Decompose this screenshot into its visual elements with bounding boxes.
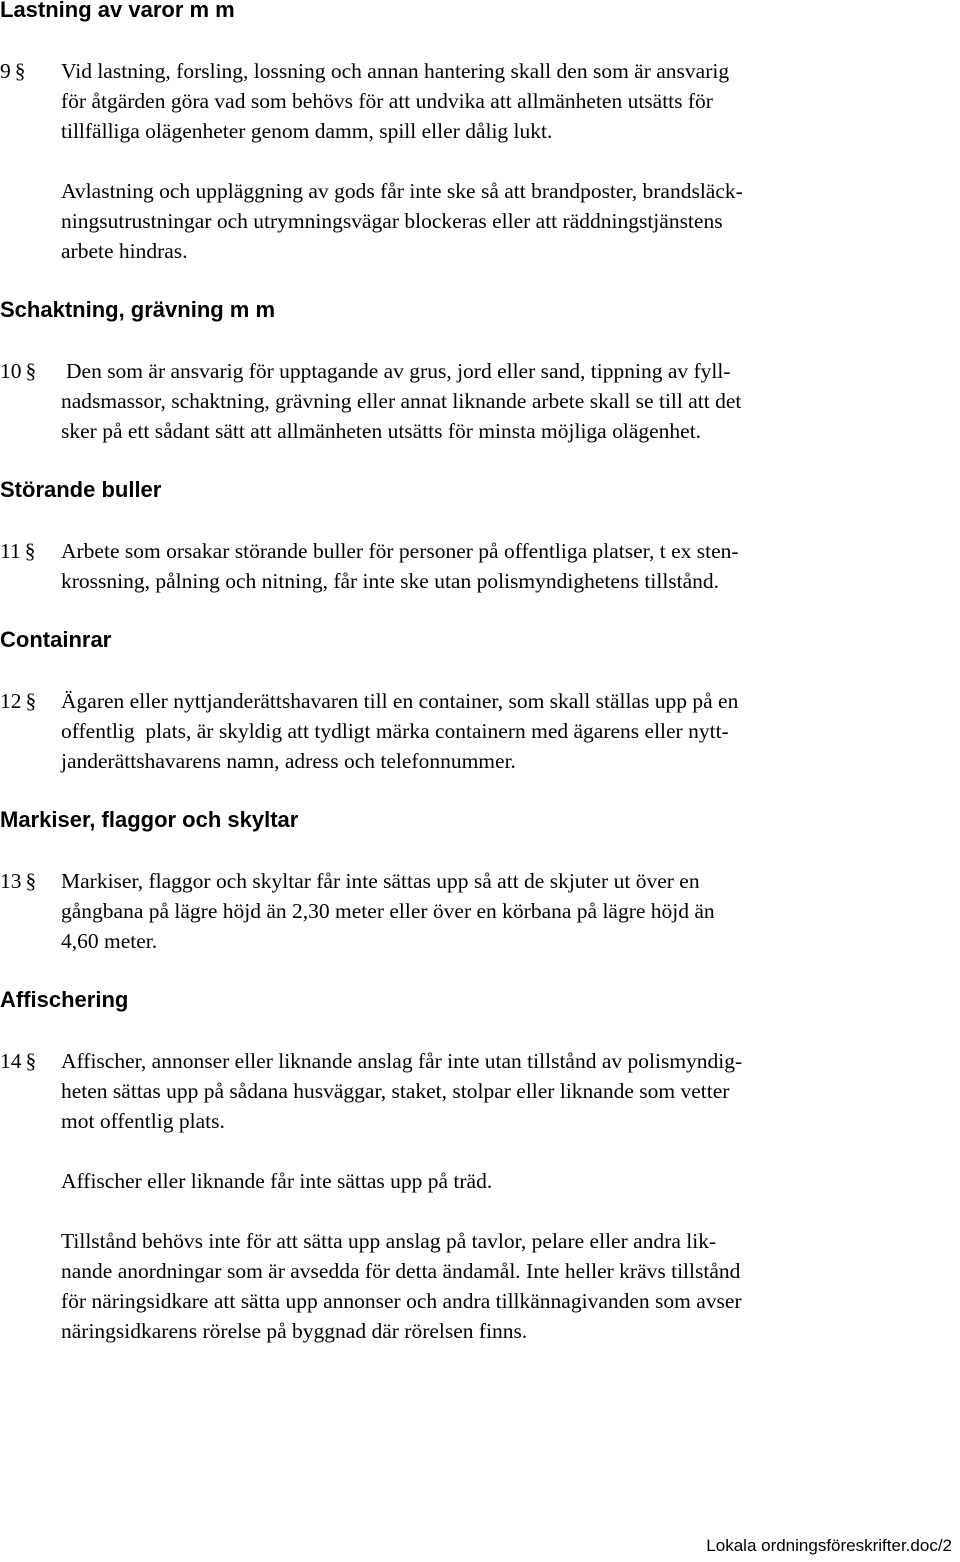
section-symbol: §: [25, 359, 37, 383]
section-paragraph-11: [0, 536, 900, 596]
paragraph-text: Affischer, annonser eller liknande anslag får inte utan tillstånd av polismyndig- heten sättas upp på sådana husväggar, staket, stolpar eller liknande som vetter mot offentlig plats.: [61, 1049, 743, 1133]
section-paragraph-13: [0, 866, 900, 956]
paragraph-text: Affischer eller liknande får inte sättas upp på träd.: [61, 1169, 493, 1193]
section-heading: Störande buller: [0, 477, 162, 502]
section-paragraph-12: [0, 686, 900, 776]
section-symbol: §: [24, 539, 36, 563]
section-symbol: §: [14, 59, 26, 83]
section-paragraph-14: [0, 1046, 900, 1346]
section-heading: Affischering: [0, 987, 129, 1012]
section-heading: Schaktning, grävning m m: [0, 297, 276, 322]
paragraph-text: Den som är ansvarig för upptagande av grus, jord eller sand, tippning av fyll- nadsmassor, schaktning, grävning eller annat liknande arbete skall se till att det sker på ett sådant sätt att allmänheten utsätts för minsta möjliga olägenhet.: [61, 359, 742, 443]
section-heading: Containrar: [0, 627, 112, 652]
section-heading: Lastning av varor m m: [0, 0, 235, 22]
section-paragraph-10: [0, 356, 900, 446]
section-number: 10: [0, 359, 22, 383]
section-number: 14: [0, 1049, 22, 1073]
paragraph-text: Arbete som orsakar störande buller för personer på offentliga platser, t ex sten- krossning, pålning och nitning, får inte ske utan polismyndighetens tillstånd.: [61, 539, 739, 593]
section-symbol: §: [25, 1049, 37, 1073]
paragraph-text: Ägaren eller nyttjanderättshavaren till en container, som skall ställas upp på en offentlig plats, är skyldig att tydligt märka containern med ägarens eller nytt- janderättshavarens namn, adress och telefonnummer.: [61, 689, 739, 773]
page-footer: Lokala ordningsföreskrifter.doc/2: [706, 1536, 952, 1555]
paragraph-text: Avlastning och uppläggning av gods får inte ske så att brandposter, brandsläck- ningsutrustningar och utrymningsvägar blockeras eller att räddningstjänstens arbete hindras.: [61, 179, 743, 263]
section-number: 12: [0, 689, 22, 713]
paragraph-text: Markiser, flaggor och skyltar får inte sättas upp så att de skjuter ut över en gångbana på lägre höjd än 2,30 meter eller över en körbana på lägre höjd än 4,60 meter.: [61, 869, 715, 953]
section-symbol: §: [25, 869, 37, 893]
paragraph-text: Tillstånd behövs inte för att sätta upp anslag på tavlor, pelare eller andra lik- nande anordningar som är avsedda för detta ändamål. Inte heller krävs tillstånd för näringsidkare att sätta upp annonser och andra tillkännagivanden som avser näringsidkarens rörelse på byggnad där rörelsen finns.: [61, 1229, 742, 1343]
section-paragraph-9: [0, 56, 900, 266]
section-number: 9: [0, 59, 11, 83]
section-heading: Markiser, flaggor och skyltar: [0, 807, 299, 832]
section-symbol: §: [25, 689, 37, 713]
section-number: 11: [0, 539, 21, 563]
paragraph-text: Vid lastning, forsling, lossning och annan hantering skall den som är ansvarig för åtgärden göra vad som behövs för att undvika att allmänheten utsätts för tillfälliga olägenheter genom damm, spill eller dålig lukt.: [61, 59, 730, 143]
section-number: 13: [0, 869, 22, 893]
